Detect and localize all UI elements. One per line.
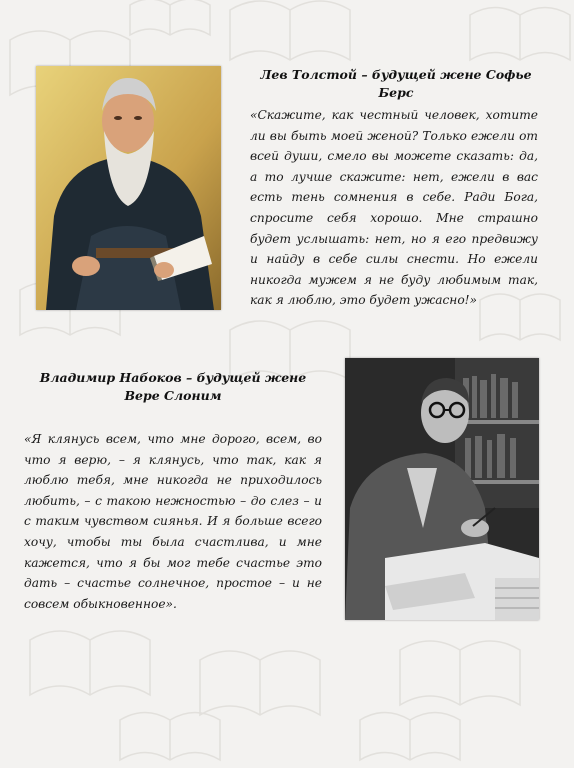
nabokov-heading bbox=[24, 369, 322, 405]
nabokov-heading-line2: Вере Слоним bbox=[124, 388, 222, 403]
tolstoy-heading: Лев Толстой – будущей жене Софье Берс bbox=[260, 67, 532, 100]
tolstoy-quote: «Скажите, как честный человек, хотите ли вы быть моей женой? Только ежели от всей души, смело вы можете сказать: да, а то лучше скажите: нет, ежели в вас есть тень сомнения в себе. Ради Бога, спросите себя хорошо. Мне страшно будет услышать: нет, но я его предвижу и найду в себе силы снести. Но ежели никогда мужем я не буду любимым так, как я люблю, это будет ужасно!» bbox=[250, 108, 538, 308]
nabokov-heading-line1: Владимир Набоков – будущей жене bbox=[39, 370, 307, 385]
tolstoy-portrait bbox=[36, 66, 221, 310]
nabokov-photo bbox=[345, 358, 539, 620]
nabokov-quote: «Я клянусь всем, что мне дорого, всем, во что я верю, – я клянусь, что так, как я люблю тебя, мне никогда не приходилось любить, – с такою нежностью – до слез – и с таким чувством сиянья. И я больше всего хочу, чтобы ты была счастлива, и мне кажется, что я бы мог тебе счастье это дать – счастье солнечное, простое – и не совсем обыкновенное». bbox=[24, 432, 322, 611]
